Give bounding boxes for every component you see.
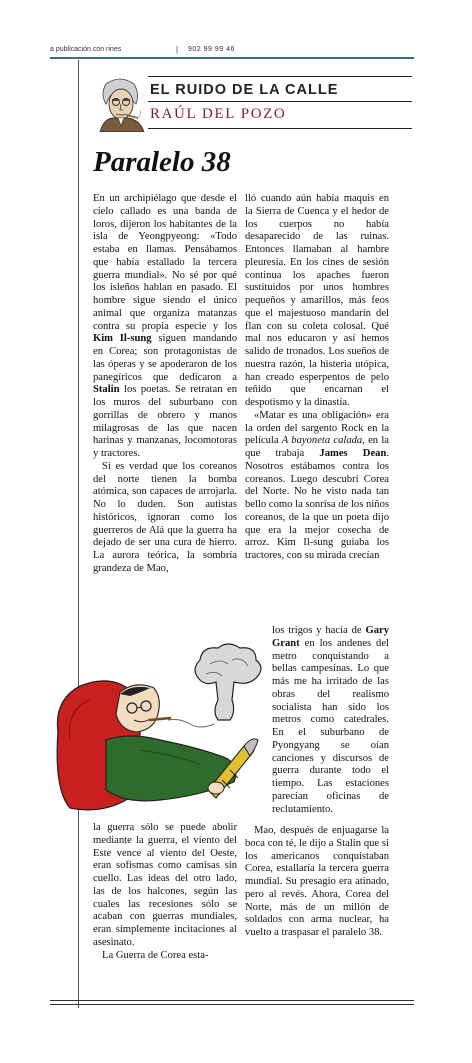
paragraph-4: La Guerra de Corea esta- <box>102 949 209 961</box>
paragraph-5: lló cuando aún había maquis en la Sierra de Cuenca y el hedor de los cuerpos no había desaparecido de las ruinas. Entonces llamaban al hambre pleuresía. En los cines de sesión continua los apaches fueron sustituidos por unos hombres pequeños y amarillos, más feos que el majestuoso mandarín del flan con su coleta colosal. Qué mal nos educaron y así hemos salido de tronados. Los sueños de nuestra razón, la histeria utópica, han creado esperpentos de pelo teñido que encarnan el despotismo y la dinastía. <box>245 193 389 408</box>
paragraph-8: Mao, después de enjuagarse la boca con té, le dijo a Stalin que si los americanos conquistaban Corea, estallaría la tercera guerra mundial. Su presagio era atinado, pero al revés. Ahora, Corea del Norte, más de un millón de soldados con arma nuclear, ha vuelto a traspasar el paralelo 38. <box>245 825 389 938</box>
paragraph-3: la guerra sólo se puede abolir mediante la guerra, el viento del Este vence al viento del Oeste, eran sofismas como camisas sin cuello. Las ideas del otro lado, las de los halcones, según las cuales las recesiones sólo se acaban con guerras mundiales, eran simplemente incitaciones al asesinato. <box>93 822 237 948</box>
article-column-2-wrap <box>272 625 389 825</box>
bottom-rule-2 <box>50 1004 414 1005</box>
column-header-bottom-rule <box>148 128 412 129</box>
mushroom-cloud-icon <box>195 644 261 720</box>
leader-head <box>116 685 159 732</box>
paragraph-2: Si es verdad que los coreanos del norte tienen la bomba atómica, son capaces de arrojarla. No lo duden. Son autistas históricos, ignoran como los guerreros de Alá que la guerra ha dejado de ser una cura de hierro. La aurora teórica, la sombría grandeza de Mao, <box>93 460 237 574</box>
author-portrait <box>92 74 148 132</box>
publication-text: a publicación con rines <box>50 46 122 53</box>
illustration-leader-armchair <box>50 640 272 822</box>
column-author: RAÚL DEL POZO <box>150 106 287 122</box>
header-rule <box>50 57 414 59</box>
headline: Paralelo 38 <box>93 146 231 178</box>
phone-number: 902 99 99 46 <box>188 46 235 53</box>
article-column-1 <box>93 193 237 640</box>
bold-name: Gary Grant <box>272 625 389 649</box>
column-name: EL RUIDO DE LA CALLE <box>150 82 339 98</box>
top-strip <box>50 44 410 58</box>
bottom-rule-1 <box>50 1000 414 1001</box>
column-header-mid-rule <box>148 101 412 102</box>
paragraph-7: los trigos y hacía de Gary Grant en los andenes del metro conquistando a bellas campesinas. Lo que más me ha irritado de las obras del realismo socialista han sido los metros como catedrales. En el suburbano de Pyongyang se oían canciones y discursos de guerra durante todo el tiempo. Las estaciones parecían oficinas de reclutamiento. <box>272 625 389 815</box>
article-column-2 <box>245 193 389 625</box>
paragraph-6: «Matar es una obligación» era la orden del sargento Rock en la película A bayoneta calada, en la que trabaja James Dean. Nosotros estábamos contra los coreanos. Luego descubrí Corea del Norte. No he visto nada tan bello como la sonrisa de los niños coreanos, de la que un poeta dijo que era la mejor cosecha de arroz. Kim Il-sung guiaba los tractores, con su mirada crecían <box>245 409 389 561</box>
separator: | <box>176 45 179 54</box>
column-header-top-rule <box>148 76 412 77</box>
article-column-2-end <box>245 825 389 995</box>
article-column-1-continued <box>93 822 237 992</box>
column-vertical-rule <box>78 60 79 1008</box>
paragraph-1: En un archipiélago que desde el cielo callado es una banda de loros, dijeron los habitantes de la isla de Yeongpyeong: «Todo estaba en llamas. Pensábamos que había estallado la tercera guerra mundial». No sé por qué los isleños hablan en pasado. El hombre sigue siendo el único animal que organiza matanzas contra su propia especie y los Kim Il-sung siguen mandando en Corea; son protagonistas de las óperas y se apoderaron de los panegíricos que dedicaron a Stalin los poetas. Se retratan en los muros del suburbano con gorrillas de obrero y manos milagrosas de las que nacen harinas y manzanas, locomotoras y tractores. <box>93 193 237 459</box>
